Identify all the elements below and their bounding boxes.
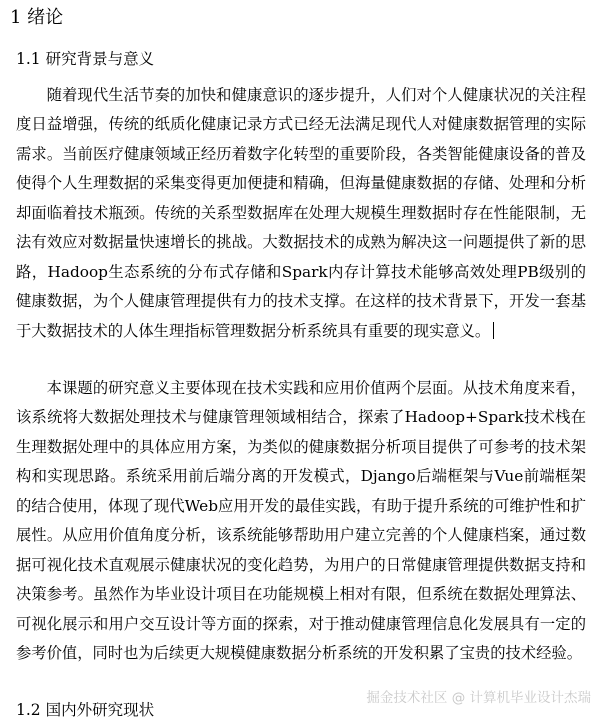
paragraph-significance-text: 本课题的研究意义主要体现在技术实践和应用价值两个层面。从技术角度来看，该系统将大数据处理技术与健康管理领域相结合，探索了Hadoop+Spark技术栈在生理数据处理中的具体应用方案，为类似的健康数据分析项目提供了可参考的技术架构和实现思路。系统采用前后端分离的开发模式，Django后端框架与Vue前端框架的结合使用，体现了现代Web应用开发的最佳实践，有助于提升系统的可维护性和扩展性。从应用价值角度分析，该系统能够帮助用户建立完善的个人健康档案，通过数据可视化技术直观展示健康状况的变化趋势，为用户的日常健康管理提供数据支持和决策参考。虽然作为毕业设计项目在功能规模上相对有限，但系统在数据处理算法、可视化展示和用户交互设计等方面的探索，对于推动健康管理信息化发展具有一定的参考价值，同时也为后续更大规模健康数据分析系统的开发积累了宝贵的技术经验。 [16, 379, 586, 663]
text-cursor [493, 322, 494, 339]
paragraph-background[interactable] [16, 81, 586, 346]
section-title-research-status: 1.2 国内外研究现状 [16, 701, 155, 719]
watermark: 掘金技术社区 @ 计算机毕业设计杰瑞 [366, 690, 591, 706]
chapter-title: 1 绪论 [10, 7, 64, 28]
paragraph-significance[interactable] [16, 374, 586, 669]
paragraph-background-text: 随着现代生活节奏的加快和健康意识的逐步提升，人们对个人健康状况的关注程度日益增强，传统的纸质化健康记录方式已经无法满足现代人对健康数据管理的实际需求。当前医疗健康领域正经历着数字化转型的重要阶段，各类智能健康设备的普及使得个人生理数据的采集变得更加便捷和精确，但海量健康数据的存储、处理和分析却面临着技术瓶颈。传统的关系型数据库在处理大规模生理数据时存在性能限制，无法有效应对数据量快速增长的挑战。大数据技术的成熟为解决这一问题提供了新的思路，Hadoop生态系统的分布式存储和Spark内存计算技术能够高效处理PB级别的健康数据，为个人健康管理提供有力的技术支撑。在这样的技术背景下，开发一套基于大数据技术的人体生理指标管理数据分析系统具有重要的现实意义。 [16, 86, 586, 340]
section-title-background: 1.1 研究背景与意义 [16, 50, 155, 68]
